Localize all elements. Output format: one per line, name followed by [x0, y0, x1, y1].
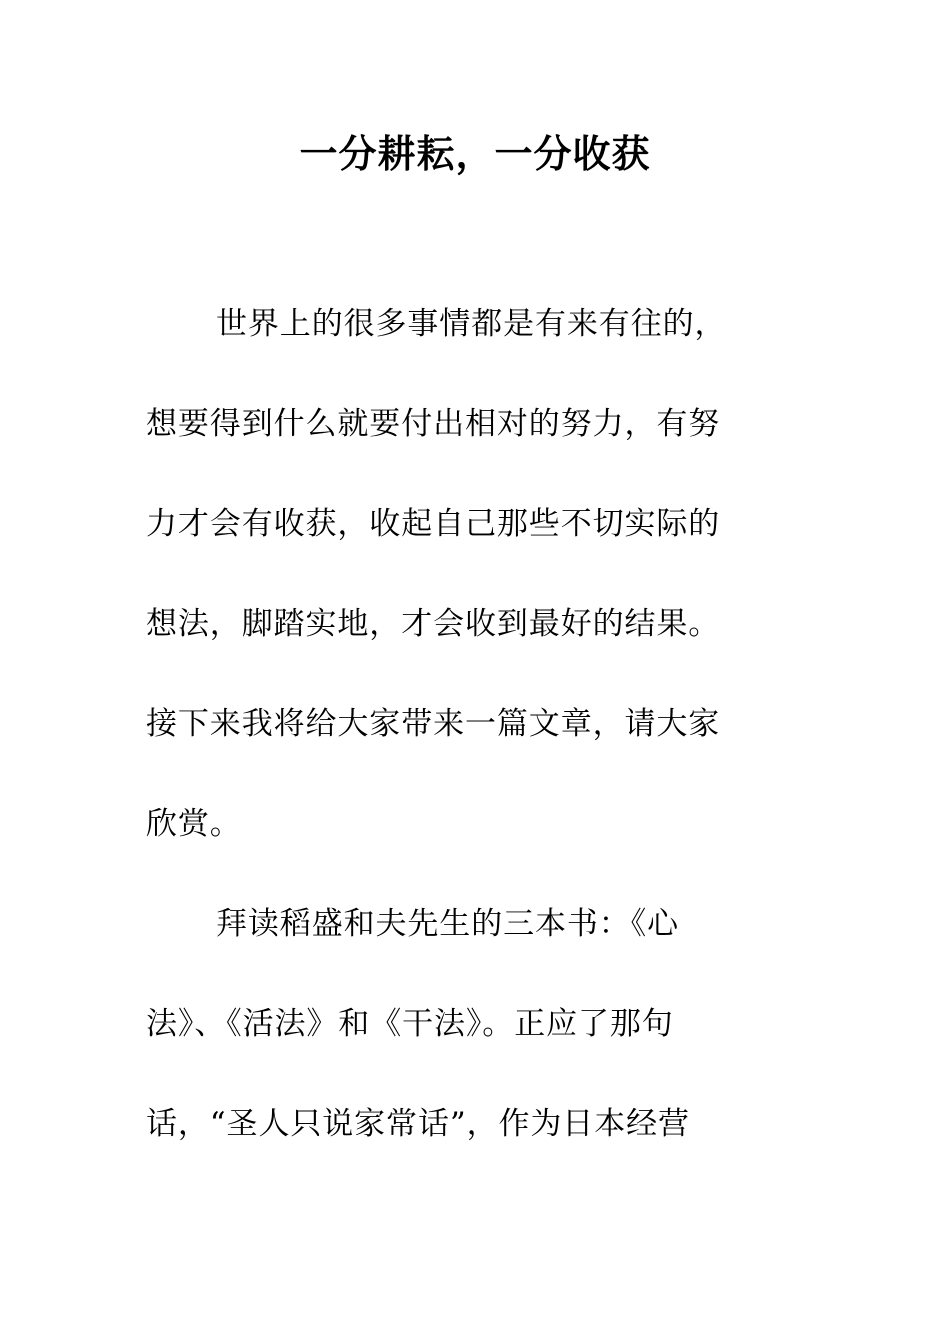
paragraph-line: 世界上的很多事情都是有来有往的， — [216, 306, 727, 342]
paragraph-line: 欣赏。 — [146, 806, 242, 842]
paragraph-line: 想法，脚踏实地，才会收到最好的结果。 — [146, 606, 721, 642]
paragraph-line: 想要得到什么就要付出相对的努力，有努 — [146, 406, 721, 442]
document-title: 一分耕耘，一分收获 — [299, 132, 651, 176]
paragraph-line: 接下来我将给大家带来一篇文章，请大家 — [146, 706, 721, 742]
paragraph-line: 话，“圣人只说家常话”，作为日本经营 — [146, 1106, 690, 1142]
paragraph-line: 法》、《活法》和《干法》。正应了那句 — [146, 1006, 674, 1042]
paragraph-line: 拜读稻盛和夫先生的三本书：《心 — [216, 906, 679, 942]
document-body — [146, 294, 778, 1194]
paragraph-line: 力才会有收获，收起自己那些不切实际的 — [146, 506, 721, 542]
